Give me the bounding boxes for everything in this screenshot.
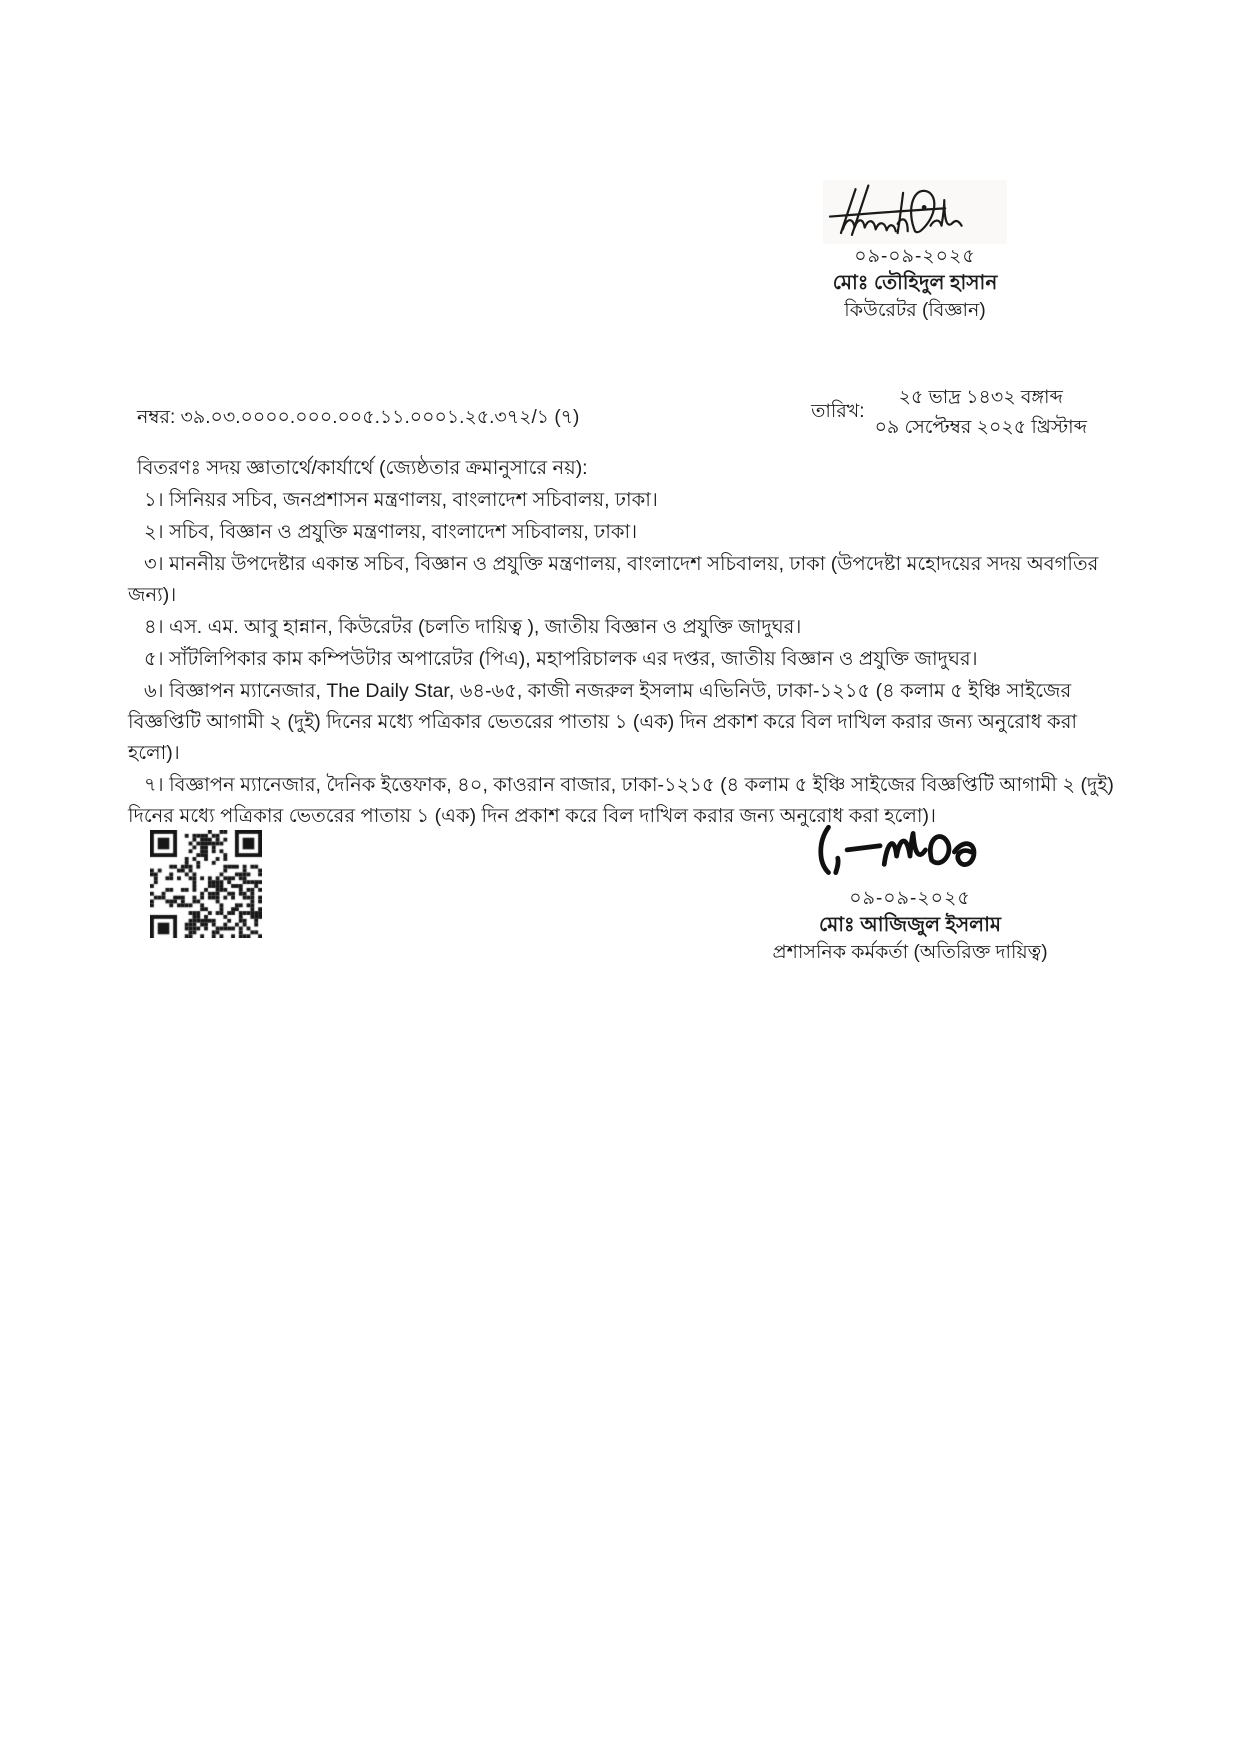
bottom-signature-date: ০৯-০৯-২০২৫: [849, 888, 971, 909]
distribution-list: [128, 485, 1116, 832]
memo-number: [137, 403, 579, 435]
memo-number-label: নম্বর:: [137, 407, 176, 428]
top-signatory-name: মোঃ তৌহিদুল হাসান: [832, 272, 998, 294]
signature-image-curator: [823, 180, 1007, 244]
bottom-signature-block: [745, 820, 1075, 966]
list-item: ৫। সাঁটলিপিকার কাম কম্পিউটার অপারেটর (পিএ), মহাপরিচালক এর দপ্তর, জাতীয় বিজ্ঞান ও প্রযুক্তি জাদুঘর।: [144, 648, 978, 670]
date-lines: [875, 383, 1087, 443]
distribution-section: [128, 453, 1116, 832]
date-label: তারিখ:: [811, 401, 865, 422]
date-gregorian: ০৯ সেপ্টেম্বর ২০২৫ খ্রিস্টাব্দ: [874, 417, 1087, 438]
bottom-signatory-title: প্রশাসনিক কর্মকর্তা (অতিরিক্ত দায়িত্ব): [772, 942, 1048, 963]
date-bangla: ২৫ ভাদ্র ১৪৩২ বঙ্গাব্দ: [898, 387, 1063, 408]
list-item: ১। সিনিয়র সচিব, জনপ্রশাসন মন্ত্রণালয়, বাংলাদেশ সচিবালয়, ঢাকা।: [144, 489, 658, 511]
memo-number-value: ৩৯.০৩.০০০০.০০০.০০৫.১১.০০০১.২৫.৩৭২/১ (৭): [180, 407, 580, 428]
top-signature-date: ০৯-০৯-২০২৫: [854, 246, 976, 267]
date-group: [811, 383, 1087, 443]
list-item: ৪। এস. এম. আবু হান্নান, কিউরেটর (চলতি দায়িত্ব ), জাতীয় বিজ্ঞান ও প্রযুক্তি জাদুঘর।: [144, 616, 802, 638]
top-signature-block: [755, 180, 1075, 324]
qr-code-image: [150, 830, 262, 938]
bottom-signatory-name: মোঃ আজিজুল ইসলাম: [819, 914, 1001, 936]
list-item: ৩। মাননীয় উপদেষ্টার একান্ত সচিব, বিজ্ঞান ও প্রযুক্তি মন্ত্রণালয়, বাংলাদেশ সচিবালয়, ঢাকা (উপদেষ্টা মহোদয়ের সদয় অবগতির জন্য)।: [128, 553, 1099, 606]
reference-row: [137, 383, 1087, 443]
signature-image-admin-officer: [812, 820, 1008, 886]
qr-code-canvas: [150, 830, 262, 938]
list-item: ৭। বিজ্ঞাপন ম্যানেজার, দৈনিক ইত্তেফাক, ৪০, কাওরান বাজার, ঢাকা-১২১৫ (৪ কলাম ৫ ইঞ্চি সাইজের বিজ্ঞপ্তিটি আগামী ২ (দুই) দিনের মধ্যে পত্রিকার ভেতরের পাতায় ১ (এক) দিন প্রকাশ করে বিল দাখিল করার জন্য অনুরোধ করা হলো)।: [128, 774, 1114, 827]
list-item: ৬। বিজ্ঞাপন ম্যানেজার, The Daily Star, ৬৪-৬৫, কাজী নজরুল ইসলাম এভিনিউ, ঢাকা-১২১৫ (৪ কলাম ৫ ইঞ্চি সাইজের বিজ্ঞপ্তিটি আগামী ২ (দুই) দিনের মধ্যে পত্রিকার ভেতরের পাতায় ১ (এক) দিন প্রকাশ করে বিল দাখিল করার জন্য অনুরোধ করা হলো)।: [128, 680, 1078, 764]
distribution-heading: বিতরণঃ সদয় জ্ঞাতার্থে/কার্যার্থে (জ্যেষ্ঠতার ক্রমানুসারে নয়):: [137, 457, 588, 479]
list-item: ২। সচিব, বিজ্ঞান ও প্রযুক্তি মন্ত্রণালয়, বাংলাদেশ সচিবালয়, ঢাকা।: [144, 521, 638, 543]
top-signatory-title: কিউরেটর (বিজ্ঞান): [844, 300, 986, 321]
